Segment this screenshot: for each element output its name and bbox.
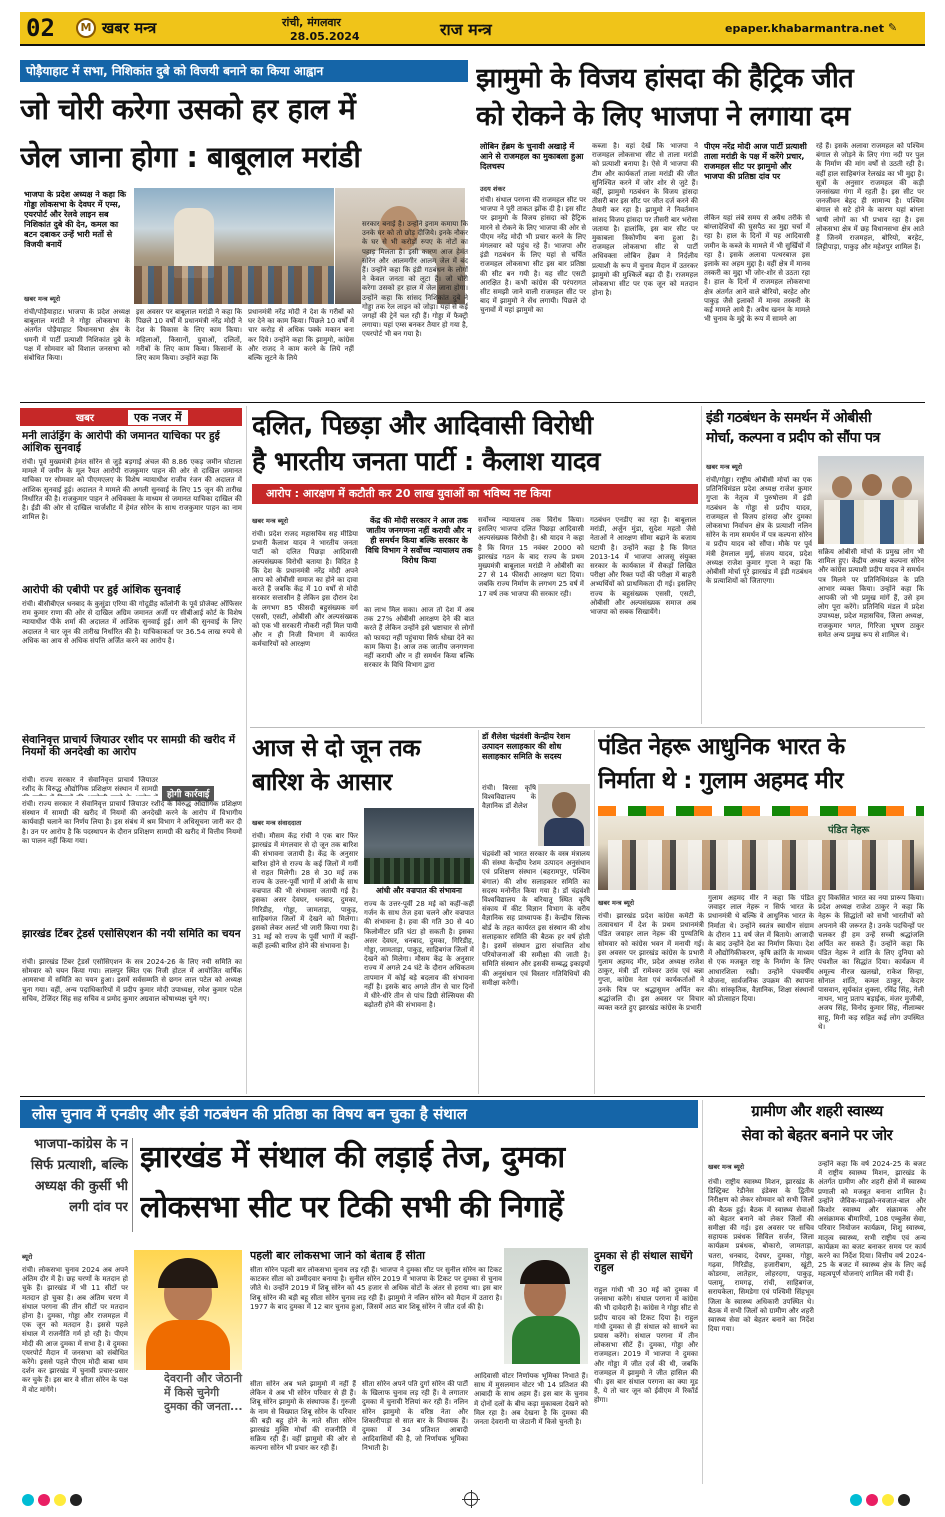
divider xyxy=(20,402,925,403)
story1-kicker: पोड़ैयाहाट में सभा, निशिकांत दुबे को विजयी बनाने का किया आह्वान xyxy=(20,60,468,82)
story8-side-body: राहुल गांधी भी 30 मई को दुमका में जनसभा करेंगे। संथाल परगना में कांग्रेस की भी दावेदारी है। कांग्रेस ने गोड्डा सीट से प्रदीप यादव को टिकट दिया है। राहुल गांधी दुमका से ही संथाल को साधने का प्रयास करेंगे। संथाल परगना में तीन लोकसभा सीटें हैं। दुमका, गोड्डा और राजमहल। 2019 में भाजपा ने दुमका और गोड्डा में जीत दर्ज की थी, जबकि राजमहल में झामुमो ने जीत हासिल की थी। इस बार संथाल परगना का क्या मूड है, ये तो चार जून को ईवीएम में रिकॉर्ड होगा। xyxy=(594,1286,698,1405)
story8-body-a: रांची। लोकसभा चुनाव 2024 अब अपने अंतिम दौर में है। छह चरणों के मतदान हो चुके हैं। झारखंड में भी 11 सीटों पर मतदान हो चुका है। अब अंतिम चरण में संथाल परगना की तीन सीटों पर मतदान होना है। दुमका, गोड्डा और राजमहल में एक जून को मतदान है। इससे पहले संथाल में राजनीति गर्म हो रही है। पीएम मोदी की आज दुमका में सभा है। वे दुमका एयरपोर्ट मैदान में जनसभा को संबोधित करेंगे। इससे पहले पीएम मोदी बाबा धाम दर्शन कर झारखंड में चुनावी प्रचार-प्रसार कर चुके हैं। इस बार वे सीता सोरेन के पक्ष में वोट मांगेंगे। xyxy=(22,1266,128,1394)
page-number: 02 xyxy=(26,14,55,42)
divider xyxy=(702,1100,703,1484)
story8-sub-body: सीता सोरेन पहली बार लोकसभा चुनाव लड़ रही हैं। भाजपा ने दुमका सीट पर सुनील सोरेन का टिकट काटकर सीता को उम्मीदवार बनाया है। सुनील सोरेन 2019 में भाजपा के टिकट पर दुमका से चुनाव जीते थे। उन्होंने 2019 में शिबू सोरेन को 45 हजार से अधिक वोटों के अंतर से हराया था। इस बार शिबू सोरेन की बड़ी बहू सीता सोरेन चुनाव लड़ रही हैं। झामुमो ने नलिन सोरेन को मैदान में उतारा है। 1977 के बाद दुमका में 12 बार चुनाव हुआ, जिसमें आठ बार शिबू सोरेन ने जीत दर्ज की है। xyxy=(250,1266,502,1311)
story7-headline-line2: निर्माता थे : गुलाम अहमद मीर xyxy=(598,768,844,794)
story1-body-d: सरकार बनाई है। उन्होंने इनाम कमाया कि उनके घर को तो छोड़ दीजिये। इनके नौकर के घर से भी करोड़ों रुपए के नोटों का पहाड़ मिलता है। इसी कारण आज हेमंत सोरेन और आलमगीर आलम जेल में बंद हैं। उन्होंने कहा कि इंडी गठबंधन के लोगों ने केवल जनता को लूटा है। जो चोरी करेगा उसको हर हाल में जेल जाना होगा। उन्होंने कहा कि सांसद निशिकांत दुबे ने गोड्डा तक रेल लाइन को जोड़ा। यहां से कई जगहों की ट्रेनें चल रही हैं। गोड्डा में फैक्ट्री लगाया। यहां एम्स बनकर तैयार हो गया है, एयरपोर्ट भी बन गया है। xyxy=(362,220,468,339)
story7-headline-line1: पंडित नेहरू आधुनिक भारत के xyxy=(598,734,845,760)
ek-nazar-item-2-title: आरोपी की एबीपी पर हुई आंशिक सुनवाई xyxy=(22,584,181,596)
brand-name: खबर मन्त्र xyxy=(102,19,157,37)
story8-body-b: सीता सोरेन अब भले झामुमो में नहीं हैं लेकिन वे अब भी सोरेन परिवार से ही हैं। शिबू सोरेन झामुमो के संस्थापक हैं। गुरुजी के नाम से विख्यात शिबू सोरेन के परिवार की बड़ी बहू होने के नाते सीता सोरेन झारखंड मुक्ति मोर्चा की राजनीति में सक्रिय रही हैं। वहीं झामुमो की ओर से कल्पना सोरेन भी प्रचार कर रही हैं। xyxy=(250,1380,356,1453)
ek-nazar-item-3-badge: होगी कार्रवाई xyxy=(162,786,214,801)
divider xyxy=(478,730,479,1094)
ek-nazar-item-2-body: रांची। बीसीबीएल धनबाद के कुसुंडा एरिया की गोदूडीह कॉलोनी के पूर्व प्रोजेक्ट ऑफिसर राम कुमार राणा की ओर से दाखिल अग्रिम जमानत अर्जी पर सीबीआई कोर्ट के विशेष न्यायाधीश पीके शर्मा की अदालत में आंशिक सुनवाई हुई। आगे की सुनवाई के लिए अदालत ने चार जून की तारीख निर्धारित की है। याचिकाकर्ता पर 36.54 लाख रुपये से अधिक का आय से अधिक संपत्ति अर्जित करने का आरोप है। xyxy=(22,600,242,645)
story1-photo xyxy=(134,188,334,304)
story2-headline-line1: झामुमो के विजय हांसदा की हैट्रिक जीत xyxy=(476,63,854,94)
story2-deck-b: पीएम नरेंद्र मोदी आज पार्टी प्रत्याशी ताला मरांडी के पक्ष में करेंगे प्रचार, राजमहल सीट पर झामुमो और भाजपा की प्रतिष्ठा दांव पर xyxy=(704,142,807,181)
color-dot-icon xyxy=(70,1494,82,1506)
story4-photo xyxy=(818,456,924,544)
story3-byline: खबर मन्त्र ब्यूरो xyxy=(252,517,289,525)
divider xyxy=(594,730,595,1094)
divider xyxy=(250,727,925,728)
story9-headline-line1: ग्रामीण और शहरी स्वास्थ्य xyxy=(751,1102,883,1120)
story2-body-a: रांची। संथाल परगना की राजमहल सीट पर भाजपा ने पूरी ताकत झोंक दी है। इस सीट पर झामुमो के विजय हांसदा को हैट्रिक मारने से रोकने के लिए भाजपा की ओर से पीएम नरेंद्र मोदी भी प्रचार करने के लिए मंगलवार को पहुंच रहे हैं। भाजपा और इंडी गठबंधन के लिए यहां से चर्चित राजमहल लोकसभा सीट इस बार प्रतिष्ठा की सीट बन गयी है। यह सीट एसटी आरक्षित है। कभी कांग्रेस की परंपरागत सीट समझी जाने वाली राजमहल सीट पर बाद में झामुमो ने सेंध लगायी। पिछले दो चुनावों में यहां झामुमो का xyxy=(480,196,586,315)
story4-headline-line2: मोर्चा, कल्पना व प्रदीप को सौंपा पत्र xyxy=(706,430,880,446)
story7-body-c: हुए विकसित भारत का नया प्रारूप किया। प्रदेश अध्यक्ष राजेश ठाकुर ने कहा कि नेहरू के सिद्धांतों को सभी भारतीयों को अपनाने की जरूरत है। उनके पदचिन्हों पर चलकर ही हम उन्हें सच्ची श्रद्धांजलि अर्पित कर सकते हैं। उन्होंने कहा कि पंडित नेहरू ने शांति के लिए दुनिया को पंचशील का सिद्धांत दिया। कार्यक्रम में अमूल्य नीरज खलखो, राकेश सिन्हा, सोनाल शांति, कमल ठाकुर, केदार पासवान, सूर्यकांत शुक्ला, रविंद्र सिंह, नेली नाथन, भानु प्रताप बड़ाईक, मंजर मुजीबी, अजय सिंह, विनोद कुमार सिंह, नीलाम्बर साहू, मिनी कड़ सहित कई लोग उपस्थित थे। xyxy=(818,894,924,1031)
ek-nazar-item-3-body: रांची। राज्य सरकार ने सेवानिवृत्त प्राचार्य जियाउर रशीद के विरुद्ध औद्योगिक प्रशिक्षण संस्थान में सामग्री xyxy=(22,776,158,794)
color-dot-icon xyxy=(850,1494,862,1506)
story5-body-a: रांची। मौसम केंद्र रांची ने एक बार फिर झारखंड में मंगलवार से दो जून तक बारिश की संभावना जतायी है। केंद्र के अनुसार बारिश होने से राज्य के कई जिलों में गर्मी से राहत मिलेगी। 28 से 30 मई तक राज्य के उत्तर-पूर्वी भागों में आंधी के साथ वज्रपात की भी संभावना जतायी गई है। इसका असर देवघर, धनबाद, दुमका, गिरिडीह, गोड्डा, जामताड़ा, पाकुड़, साहिबगंज जिलों में देखने को मिलेगा। इसको लेकर अलर्ट भी जारी किया गया है। 31 मई को राज्य के पूर्वी भागों में कहीं-कहीं हल्की बारिश होने की संभावना है। xyxy=(252,832,358,951)
ek-nazar-header xyxy=(20,408,242,426)
story3-body-c: सर्वोच्च न्यायालय तक विरोध किया। इसलिए भाजपा दलित पिछड़ा आदिवासी अल्पसंख्यक विरोधी है। श्री यादव ने कहा है कि विगत 15 नवंबर 2000 को झारखंड गठन के बाद राज्य के प्रथम मुख्यमंत्री बाबूलाल मरांडी ने ओबीसी का 27 से 14 फीसदी आरक्षण घटा दिया। जबकि राज्य निर्माण के लगभग 25 वर्ष में 17 वर्ष तक भाजपा की सरकार रही। xyxy=(478,516,584,598)
color-dot-icon xyxy=(882,1494,894,1506)
story1-caption: भाजपा के प्रदेश अध्यक्ष ने कहा कि गोड्डा लोकसभा के देवघर में एम्स, एयरपोर्ट और रेलवे लाइन सब निशिकांत दुबे की देन, कमल का बटन दबाकर उन्हें भारी मतों से विजयी बनायें xyxy=(24,190,126,249)
story4-byline: खबर मन्त्र ब्यूरो xyxy=(706,463,743,471)
color-dot-icon xyxy=(54,1494,66,1506)
story3-pull-quote: केंद्र की मोदी सरकार ने आज तक जातीय जनगणना नहीं करायी और न ही समर्थन किया बल्कि सरकार के विधि विभाग ने सर्वोच्च न्यायालय तक विरोध किया xyxy=(365,516,473,565)
story5-photo-storm xyxy=(364,808,474,884)
divider xyxy=(132,1138,133,1232)
divider xyxy=(20,1096,925,1097)
story8-portrait-kalpana xyxy=(504,1248,588,1364)
story5-byline: खबर मन्त्र संवाददाता xyxy=(252,819,302,827)
ek-nazar-item-1-body: रांची। पूर्व मुख्यमंत्री हेमंत सोरेन से जुड़े बड़गाईं अंचल की 8.86 एकड़ जमीन घोटाला मामले में जमीन के मूल रैयत आरोपी राजकुमार पाहन की ओर से दाखिल जमानत याचिका पर सोमवार को पीएमएलए के विशेष न्यायाधीश राजीव रंजन की अदालत में आंशिक सुनवाई हुई। अदालत ने मामले की अगली सुनवाई के लिए 15 जून की तारीख निर्धारित की है। राजकुमार पाहन ने अधिवक्ता के माध्यम से जमानत याचिका दाखिल की है। ईडी की ओर से दाखिल चार्जशीट में हेमंत सोरेन के साथ राजकुमार पाहन का नाम शामिल है। xyxy=(22,458,242,522)
story2-body-d: रहे हैं। इसके अलावा राजमहल को पश्चिम बंगाल से जोड़ने के लिए गंगा नदी पर पुल के निर्माण की मांग वर्षों से उठती रही है। वहीं हाल साहिबगंज रेलखंड का भी मुद्दा है। सूत्रों के अनुसार राजमहल की कड़ी जनसंख्या गंगा में रहती है। इस सीट पर जनजीवन बेहद ही सामान्य है। पश्चिम बंगाल से सटे होने के कारण यहां बांग्ला भाषी लोगों का भी प्रभाव रहा है। इस लोकसभा क्षेत्र में छह विधानसभा क्षेत्र आते हैं जिनमें राजमहल, बोरियो, बरहेट, लिट्टीपाड़ा, पाकुड़ और महेशपुर शामिल हैं। xyxy=(816,142,924,252)
epaper-url[interactable]: epaper.khabarmantra.net xyxy=(725,22,884,35)
story7-body-a: रांची। झारखंड प्रदेश कांग्रेस कमेटी के तत्वावधान में देश के प्रथम प्रधानमंत्री पंडित जवाहर लाल नेहरू की पुण्यतिथि सोमवार को कांग्रेस भवन में मनायी गई। इस अवसर पर झारखंड कांग्रेस के प्रभारी गुलाम अहमद मीर, प्रदेश अध्यक्ष राजेश ठाकुर, मंत्री डॉ रामेश्वर उरांव एवं बन्ना गुप्ता, कांग्रेस नेता एवं कार्यकर्ताओं ने उनके चित्र पर श्रद्धासुमन अर्पित कर श्रद्धांजलि दी। इस अवसर पर विचार व्यक्त करते हुए झारखंड कांग्रेस के प्रभारी xyxy=(598,912,704,1013)
city-day: रांची, मंगलवार xyxy=(282,16,341,29)
story8-side-headline: दुमका से ही संथाल साधेंगे राहुल xyxy=(594,1250,693,1274)
story4-headline-line1: इंडी गठबंधन के समर्थन में ओबीसी xyxy=(706,410,871,426)
story7-photo xyxy=(598,806,924,890)
ek-nazar-label: एक नजर में xyxy=(128,410,188,425)
ek-nazar-item-1-title: मनी लाउंड्रिंग के आरोपी की जमानत याचिका पर हुई आंशिक सुनवाई xyxy=(22,430,220,454)
story7-photo-banner: पंडित नेहरू xyxy=(828,825,870,836)
story3-headline-line2: है भारतीय जनता पार्टी : कैलाश यादव xyxy=(252,447,600,477)
story8-byline: ब्यूरो xyxy=(22,1253,33,1261)
ek-nazar-item-3-body-cont: रांची। राज्य सरकार ने सेवानिवृत्त प्राचार्य जियाउर रशीद के विरुद्ध औद्योगिक प्रशिक्षण संस्थान में सामग्री की खरीद में नियमों की अनदेखी करने के आरोप में विभागीय कार्यवाही चलाने का निर्णय लिया है। इस संबंध में श्रम विभाग ने अधिसूचना जारी कर दी है। उन पर आरोप है कि पदस्थापन के दौरान प्रशिक्षण सामग्री की खरीद में वित्तीय नियमों का पालन नहीं किया गया। xyxy=(22,800,242,845)
cursor-icon: ✎ xyxy=(888,21,898,34)
story4-body-a: रांची/गोड्डा। राष्ट्रीय ओबीसी मोर्चा का एक प्रतिनिधिमंडल प्रदेश अध्यक्ष राजेश कुमार गुप्ता के नेतृत्व में पुरुषोत्तम में इंडी गठबंधन के गोड्डा से प्रदीप यादव, राजमहल से विजय हांसदा और दुमका लोकसभा निर्वाचन क्षेत्र के प्रत्याशी नलिन सोरेन के नाम समर्थन में पत्र कल्पना सोरेन व प्रदीप यादव को सौंपा। मौके पर पूर्व मंत्री हेमलाल मुर्मू, संजय यादव, प्रदेश अध्यक्ष राजेश कुमार गुप्ता ने कहा कि ओबीसी मोर्चा पूरे झारखंड में इंडी गठबंधन के प्रत्याशियों को जिताएगा। xyxy=(706,476,812,586)
color-dot-icon xyxy=(22,1494,34,1506)
story2-body-b: कब्जा है। वहां देखें कि भाजपा ने राजमहल लोकसभा सीट से ताला मरांडी को प्रत्याशी बनाया है। ऐसे में भाजपा की टीम और कार्यकर्ता ताला मरांडी की जीत सुनिश्चित करने में जोर शोर से जुटे हैं। वहीं, झामुमो गठबंधन के विजय हांसदा तीसरी बार इस सीट पर जीत दर्ज करने की तैयारी कर रहा है। झामुमो ने निवर्तमान सांसद विजय हांसदा पर तीसरी बार भरोसा जताया है। हालांकि, इस बार सीट पर मुकाबला त्रिकोणीय बना हुआ है। राजमहल लोकसभा सीट से पार्टी अधिवक्ता लोबिन हेंब्रम ने निर्दलीय प्रत्याशी के रूप में चुनाव मैदान में उतरकर झामुमो की मुश्किलें बढ़ा दी हैं। राजमहल लोकसभा सीट पर एक जून को मतदान होना है। xyxy=(592,142,698,298)
story9-body-b: उन्होंने कहा कि वर्ष 2024-25 के बजट में राष्ट्रीय स्वास्थ्य मिशन, झारखंड के अंतर्गत ग्रामीण और शहरी क्षेत्रों में स्वास्थ्य प्रणाली को मजबूत बनाना शामिल है। उन्होंने जैविक-माइक्रो-नवजात-बाल और किशोर स्वास्थ्य और संक्रामक और असंक्रामक बीमारियों, 108 एम्बुलेंस सेवा, परिवार नियोजन कार्यक्रम, शिशु स्वास्थ्य, मातृत्व स्वास्थ्य, सभी राष्ट्रीय एवं अन्य कार्यक्रम का बजट बनाकर समय पर कार्य करने का निर्देश दिया। वित्तीय वर्ष 2024-25 के बजट में स्वास्थ्य क्षेत्र के लिए कई महत्वपूर्ण योजनाएं शामिल की गयी हैं। xyxy=(818,1160,926,1279)
story1-byline: खबर मन्त्र ब्यूरो xyxy=(24,295,61,303)
story3-body-a: रांची। प्रदेश राजद महासचिव सह मीडिया प्रभारी कैलाश यादव ने भारतीय जनता पार्टी को दलित पिछड़ा आदिवासी अल्पसंख्यक विरोधी बताया है। विदित है कि देश के प्रधानमंत्री नरेंद्र मोदी अपने आप को ओबीसी समाज का होने का दावा करते हैं जबकि केंद्र में 10 वर्षों से मोदी सरकार सत्तासीन है लेकिन इस दौरान देश के लगभग 85 फीसदी बहुसंख्यक वर्ग एससी, एसटी, ओबीसी और अल्पसंख्यक को एक भी सरकारी नौकरी नहीं मिल पायी और न ही निजी विभाग में कार्यरत कर्मचारियों को आरक्षण xyxy=(252,530,358,649)
story6-portrait xyxy=(538,784,590,846)
divider xyxy=(246,406,247,1094)
story5-pull-quote: आंधी और वज्रपात की संभावना xyxy=(376,886,462,895)
color-dot-icon xyxy=(898,1494,910,1506)
logo-icon: M xyxy=(76,18,96,38)
story7-byline: खबर मन्त्र ब्यूरो xyxy=(598,899,635,907)
color-dot-icon xyxy=(38,1494,50,1506)
story6-body-a: रांची। बिरसा कृषि विश्वविद्यालय के वैज्ञानिक डॉ शैलेश xyxy=(482,784,536,811)
story1-body-a: रांची/पोड़ैयाहाट। भाजपा के प्रदेश अध्यक्ष बाबूलाल मरांडी ने गोड्डा लोकसभा के अंतर्गत पोड़ैयाहाट विधानसभा क्षेत्र के धमनी में पार्टी प्रत्याशी निशिकांत दुबे के पक्ष में सोमवार को विशाल जनसभा को संबोधित किया। xyxy=(24,308,130,363)
story1-headline-line2: जेल जाना होगा : बाबूलाल मरांडी xyxy=(20,140,361,174)
story3-body-d: गठबंधन एनडीए का रहा है। बाबूलाल मरांडी, अर्जुन मुंडा, सुदेश महतो जैसे नेताओं ने आरक्षण सीमा बढ़ाने के बजाय घटायी है। उन्होंने कहा है कि विगत 2013-14 में भाजपा आजसू संयुक्त सरकार के कार्यकाल में सैकड़ों लिखित परीक्षा और रिक्त पदों की परीक्षा में बाहरी अभ्यर्थियों को प्राथमिकता दी गई। इसलिए राज्य के बहुसंख्यक एससी, एसटी, ओबीसी और अल्पसंख्यक समाज अब भाजपा को सबक सिखायेंगे। xyxy=(590,516,696,617)
ek-nazar-brand: खबर xyxy=(76,413,94,424)
story9-body-a: रांची। राष्ट्रीय स्वास्थ्य मिशन, झारखंड के डिस्ट्रिक्ट रेडीनेस इंडेक्स के द्वितीय निरीक्षण को लेकर सोमवार को सभी जिलों की बैठक हुई। बैठक में स्वास्थ्य सेवाओं को बेहतर बनाने को लेकर जिलों की समीक्षा की गई। इस अवसर पर सचिव सहायक प्रबंधक सिविल सर्जन, जिला कार्यक्रम प्रबंधक, बोकारो, जामताड़ा, चतरा, धनबाद, देवघर, दुमका, गोड्डा, गढ़वा, गिरिडीह, हजारीबाग, खूंटी, कोडरमा, लातेहार, लोहरदगा, पाकुड़, पलामू, रामगढ़, रांची, साहिबगंज, सरायकेला, सिमडेगा एवं पश्चिमी सिंहभूम जिला के स्वास्थ्य अधिकारी उपस्थित थे। बैठक में सभी जिलों को ग्रामीण और शहरी स्वास्थ्य सेवा को बेहतर बनाने का निर्देश दिया गया। xyxy=(708,1178,814,1334)
ek-nazar-item-4-title: झारखंड टिंबर ट्रेडर्स एसोसिएशन की नयी समिति का चयन xyxy=(22,928,241,940)
story1-headline-line1: जो चोरी करेगा उसको हर हाल में xyxy=(20,92,356,126)
story5-body-b: राज्य के उत्तर-पूर्वी 28 मई को कहीं-कहीं गर्जन के साथ तेज हवा चलने और वज्रपात की संभावना है। हवा की गति 30 से 40 किलोमीटर प्रति घंटा हो सकती है। इसका असर देवघर, धनबाद, दुमका, गिरिडीह, गोड्डा, जामताड़ा, पाकुड़, साहिबगंज जिलों में देखने को मिलेगा। मौसम केंद्र के अनुसार राज्य में अगले 24 घंटे के दौरान अधिकतम तापमान में कोई बड़े बदलाव की संभावना नहीं है। इसके बाद अगले तीन से चार दिनों में धीरे-धीरे तीन से पांच डिग्री सेल्सियस की बढ़ोतरी होने की संभावना है। xyxy=(364,900,474,1010)
story7-body-b: गुलाम अहमद मीर ने कहा कि पंडित जवाहर लाल नेहरू न सिर्फ भारत के प्रधानमंत्री थे बल्कि वे आधुनिक भारत के निर्माता थे। उन्होंने स्वतंत्र स्वाधीन संग्राम के दौरान 11 वर्ष जेल में बिताये। आजादी के बाद उन्होंने देश का निर्माण किया। देश में औद्योगिकीकरण, कृषि क्रांति के माध्यम से एक मजबूत राष्ट्र के निर्माण के लिए आधारशिला रखी। उन्होंने पंचवर्षीय योजना, सार्वजनिक उपक्रम की स्थापना की। सांस्कृतिक, वैज्ञानिक, शिक्षा संस्थानों को प्रोत्साहन दिया। xyxy=(708,894,814,1004)
ek-nazar-item-4-body: रांची। झारखंड टिंबर ट्रेडर्स एसोसिएशन के सत्र 2024-26 के लिए नयी समिति का सोमवार को चयन किया गया। लालपुर स्थित एक निजी होटल में आयोजित वार्षिक आमसभा में समिति का चयन हुआ। इसमें सर्वसम्मति से छगन लाल पटेल को अध्यक्ष चुना गया। वहीं, अन्य पदाधिकारियों में प्रदीप कुमार मोदी उपाध्यक्ष, रमेश कुमार पटेल सचिव, टेजिंदर सिंह सह सचिव व प्रमोद कुमार अग्रवाल कोषाध्यक्ष चुने गए। xyxy=(22,958,242,1003)
story4-body-b: सक्रिय ओबीसी मोर्चा के प्रमुख लोग भी शामिल हुए। केंद्रीय अध्यक्ष कल्पना सोरेन और कांग्रेस प्रत्याशी प्रदीप यादव ने समर्थन पत्र मिलने पर प्रतिनिधिमंडल के प्रति आभार व्यक्त किया। उन्होंने कहा कि आपकी जो भी प्रमुख मांगें हैं, उसे हम लोग पूरा करेंगे। प्रतिनिधि मंडल में प्रदेश उपाध्यक्ष, प्रदेश महासचिव, जिला अध्यक्ष, राजकुमार भगत, गिरिजा भूषण ठाकुर समेत अन्य प्रमुख रूप से शामिल थे। xyxy=(818,548,924,639)
story3-headline-line1: दलित, पिछड़ा और आदिवासी विरोधी xyxy=(252,411,593,441)
story6-body-b: चंद्रवंशी को भारत सरकार के वस्त्र मंत्रालय की संस्था केन्द्रीय रेशम उत्पादन अनुसंधान एवं प्रशिक्षण संस्थान (बहरामपुर, पश्चिम बंगाल) की शोध सलाहकार समिति का सदस्य मनोनीत किया गया है। डॉ चंद्रवंशी विश्वविद्यालय के बरियातू स्थित कृषि संकाय में कीट विज्ञान विभाग के वरीय वैज्ञानिक सह प्राध्यापक हैं। केन्द्रीय सिल्क बोर्ड के तहत कार्यरत इस संस्थान की शोध सलाहकार समिति की बैठक हर वर्ष होती है। इसमें संस्थान द्वारा संचालित शोध परियोजनाओं की समीक्षा की जाती है। समिति संस्थान और इसकी सम्बद्ध इकाइयों की अनुसंधान एवं विस्तार गतिविधियों की समीक्षा करेगी। xyxy=(482,850,590,987)
story8-body-c: सीता सोरेन अपने पति दुर्गा सोरेन की पार्टी के खिलाफ चुनाव लड़ रही हैं। वे लगातार दुमका में चुनावी रैलियां कर रही हैं। नलिन सोरेन झामुमो के वरिष्ठ नेता और शिकारीपाड़ा से सात बार के विधायक हैं। दुमका में 34 प्रतिशत आबादी आदिवासियों की है, जो निर्णायक भूमिका निभाती है। xyxy=(362,1380,468,1453)
ek-nazar-item-3-title: सेवानिवृत्त प्राचार्य जियाउर रशीद पर सामग्री की खरीद में नियमों की अनदेखी का आरोप xyxy=(22,734,236,758)
divider xyxy=(701,406,702,724)
story3-body-b: का लाभ मिल सका। आज तो देश में अब तक 27% ओबीसी आरक्षण देने की बात करते हैं लेकिन उन्होंने इसे भ्रष्टाचार से लोगों को फायदा नहीं पहुंचाया सिर्फ धोखा देने का काम किया है। आज तक जातीय जनगणना नहीं करायी और न ही समर्थन किया बल्कि सरकार के विधि विभाग द्वारा xyxy=(364,606,474,670)
story9-byline: खबर मन्त्र ब्यूरो xyxy=(708,1163,745,1171)
story2-byline: उदय शंकर xyxy=(480,185,506,193)
story8-side-deck: भाजपा-कांग्रेस के न सिर्फ प्रत्याशी, बल्कि अध्यक्ष की कुर्सी भी लगी दांव पर xyxy=(30,1137,128,1215)
story2-deck-a: लोबिन हेंब्रम के चुनावी अखाड़े में आने से राजमहल का मुकाबला हुआ दिलचस्प xyxy=(480,142,584,171)
story8-portrait-sita xyxy=(134,1250,242,1370)
date: 28.05.2024 xyxy=(290,30,360,43)
story8-kicker: लोस चुनाव में एनडीए और इंडी गठबंधन की प्रतिष्ठा का विषय बन चुका है संथाल xyxy=(20,1100,698,1128)
story9-headline-line2: सेवा को बेहतर बनाने पर जोर xyxy=(741,1126,893,1144)
story8-headline-line2: लोकसभा सीट पर टिकी सभी की निगाहें xyxy=(140,1190,564,1225)
story3-kicker: आरोप : आरक्षण में कटौती कर 20 लाख युवाओं का भविष्य नष्ट किया xyxy=(252,484,698,504)
registration-mark-icon xyxy=(464,1492,478,1506)
story6-headline: डॉ शैलेश चंद्रवंशी केन्द्रीय रेशम उत्पादन सलाहकार की शोध सलाहकार समिति के सदस्य xyxy=(482,732,571,761)
story8-body-d: आदिवासी वोटर निर्णायक भूमिका निभाते हैं। साथ में मुसलमान वोटर भी 14 प्रतिशत की आबादी के साथ अहम हैं। इस बार के चुनाव में दोनों दलों के बीच कड़ा मुकाबला देखने को मिल रहा है। अब देखना है कि दुमका की जनता देवरानी या जेठानी में किसे चुनती है। xyxy=(474,1372,588,1427)
story8-headline-line1: झारखंड में संथाल की लड़ाई तेज, दुमका xyxy=(140,1140,565,1175)
story2-headline-line2: को रोकने के लिए भाजपा ने लगाया दम xyxy=(476,101,850,132)
story5-headline-line1: आज से दो जून तक xyxy=(252,734,421,762)
story1-body-c: प्रधानमंत्री नरेंद्र मोदी ने देश के गरीबों को घर देने का काम किया। पिछले 10 वर्षों में चार करोड़ से अधिक पक्के मकान बना कर दिये। उन्होंने कहा कि झामुमो, कांग्रेस और राजद ने काम करने के लिये नहीं बल्कि लूटने के लिये xyxy=(248,308,354,363)
section-name: राज मन्त्र xyxy=(440,20,492,39)
story8-subheading: पहली बार लोकसभा जाने को बेताब हैं सीता xyxy=(250,1250,425,1262)
color-dot-icon xyxy=(866,1494,878,1506)
masthead xyxy=(20,12,925,46)
story8-photo-caption: देवरानी और जेठानी में किसे चुनेगी दुमका की जनता... xyxy=(164,1372,243,1413)
story1-body-b: इस अवसर पर बाबूलाल मरांडी ने कहा कि पिछले 10 वर्षों में प्रधानमंत्री नरेंद्र मोदी ने देश के विकास के लिए काम किया। महिलाओं, किसानों, युवाओं, दलितों, गरीबों के लिए काम किया। किसानों के लिए काम किया। उन्होंने कहा कि xyxy=(136,308,242,363)
story2-body-c: लेकिन यहां लंबे समय से अवैध तरीके से बांग्लादेशियों की घुसपैठ का मुद्दा चर्चा में रहा है। हाल के दिनों में यह आदिवासी जमीन के कब्जे के मामले में भी सुर्खियों में रहा है। इसके अलावा पत्थरबाज इस इलाके का अहम मुद्दा है। वहीं क्षेत्र में मानव तस्करी का मुद्दा भी जोर-शोर से उठता रहा है। हाल के दिनों में राजमहल लोकसभा क्षेत्र अंतर्गत आने वाले बोरियो, बरहेट और पाकुड़ जैसे इलाकों में मानव तस्करी के कई मामले आये हैं। अवैध खनन के मामले भी चुनाव के मुद्दे के रूप में सामने आ xyxy=(704,214,810,324)
story5-headline-line2: बारिश के आसार xyxy=(252,768,392,796)
